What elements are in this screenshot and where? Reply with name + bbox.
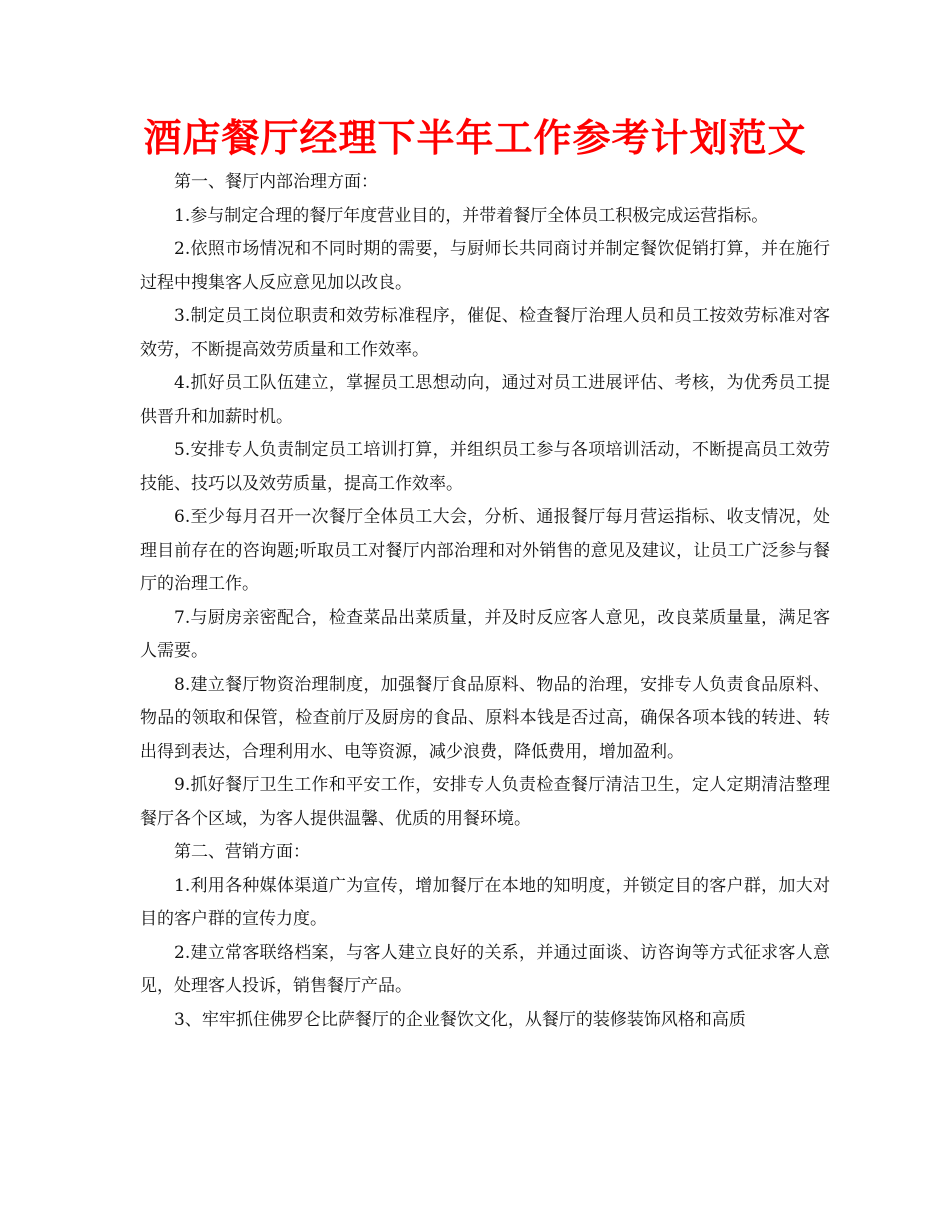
paragraph-1-3: 3.制定员工岗位职责和效劳标准程序，催促、检查餐厅治理人员和员工按效劳标准对客效劳，不断提高效劳质量和工作效率。: [140, 306, 830, 360]
paragraph-2-3: 3、牢牢抓住佛罗仑比萨餐厅的企业餐饮文化，从餐厅的装修装饰风格和高质: [174, 1009, 746, 1030]
paragraph-1-9: 9.抓好餐厅卫生工作和平安工作，安排专人负责检查餐厅清洁卫生，定人定期清洁整理餐厅各个区域，为客人提供温馨、优质的用餐环境。: [140, 775, 830, 829]
paragraph-section-1-heading: 第一、餐厅内部治理方面：: [174, 172, 378, 192]
paragraph-section-2-heading: 第二、营销方面：: [174, 842, 310, 862]
paragraph-2-2: 2.建立常客联络档案，与客人建立良好的关系，并通过面谈、访咨询等方式征求客人意见，处理客人投诉，销售餐厅产品。: [140, 942, 830, 996]
paragraph-2-1: 1.利用各种媒体渠道广为宣传，增加餐厅在本地的知明度，并锁定目的客户群，加大对目的客户群的宣传力度。: [140, 875, 830, 929]
paragraph-1-8: 8.建立餐厅物资治理制度，加强餐厅食品原料、物品的治理，安排专人负责食品原料、物品的领取和保管，检查前厅及厨房的食品、原料本钱是否过高，确保各项本钱的转进、转出得到表达，合理利用水、电等资源，减少浪费，降低费用，增加盈利。: [140, 674, 830, 762]
document-title: 酒店餐厅经理下半年工作参考计划范文: [143, 116, 807, 160]
document-body: [140, 166, 830, 1037]
paragraph-1-7: 7.与厨房亲密配合，检查菜品出菜质量，并及时反应客人意见，改良菜质量量，满足客人需要。: [140, 607, 830, 661]
paragraph-1-6: 6.至少每月召开一次餐厅全体员工大会，分析、通报餐厅每月营运指标、收支情况，处理目前存在的咨询题;听取员工对餐厅内部治理和对外销售的意见及建议，让员工广泛参与餐厅的治理工作。: [140, 507, 830, 594]
paragraph-1-5: 5.安排专人负责制定员工培训打算，并组织员工参与各项培训活动，不断提高员工效劳技能、技巧以及效劳质量，提高工作效率。: [140, 440, 830, 494]
paragraph-1-4: 4.抓好员工队伍建立，掌握员工思想动向，通过对员工进展评估、考核，为优秀员工提供晋升和加薪时机。: [140, 373, 830, 427]
paragraph-1-2: 2.依照市场情况和不同时期的需要，与厨师长共同商讨并制定餐饮促销打算，并在施行过程中搜集客人反应意见加以改良。: [140, 239, 830, 293]
paragraph-1-1: 1.参与制定合理的餐厅年度营业目的，并带着餐厅全体员工积极完成运营指标。: [174, 205, 769, 226]
